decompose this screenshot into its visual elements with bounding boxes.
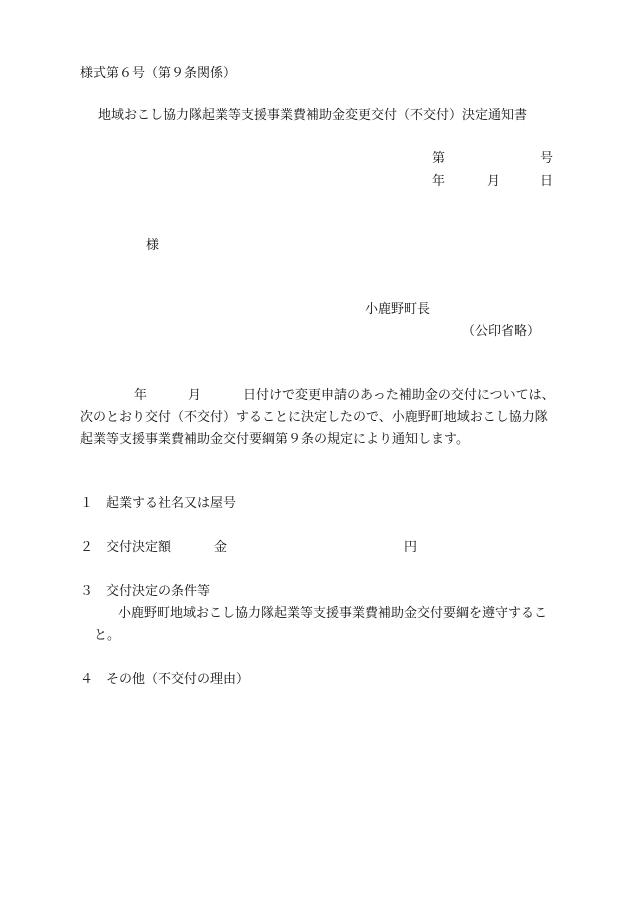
doc-number-prefix: 第 <box>432 151 446 166</box>
body-date-month: 月 <box>188 388 202 403</box>
doc-date-year: 年 <box>432 174 446 189</box>
form-label: 様式第６号（第９条関係） <box>80 66 237 81</box>
item-1-label: 起業する社名又は屋号 <box>106 496 237 511</box>
body-line2: 次のとおり交付（不交付）することに決定したので、小鹿野町地域おこし協力隊 <box>80 410 548 425</box>
item-3-number: ３ <box>80 584 94 599</box>
doc-number-suffix: 号 <box>540 151 554 166</box>
body-line1-rest: 日付けで変更申請のあった補助金の交付については、 <box>243 388 555 403</box>
item-4-number: ４ <box>80 672 94 687</box>
item-1-number: １ <box>80 496 94 511</box>
item-3-detail-line1: 小鹿野町地域おこし協力隊起業等支援事業費補助金交付要綱を遵守するこ <box>118 606 548 621</box>
item-2-label: 交付決定額 <box>106 540 172 555</box>
issuer-name: 小鹿野町長 <box>365 302 431 317</box>
doc-date-day: 日 <box>540 174 554 189</box>
body-date-year: 年 <box>134 388 148 403</box>
item-3-detail-line2: と。 <box>94 628 121 643</box>
item-3-label: 交付決定の条件等 <box>106 584 211 599</box>
document-title: 地域おこし協力隊起業等支援事業費補助金変更交付（不交付）決定通知書 <box>98 108 528 123</box>
seal-note: （公印省略） <box>462 324 541 339</box>
item-2-number: ２ <box>80 540 94 555</box>
item-2-amount-suffix: 円 <box>404 540 418 555</box>
doc-date-month: 月 <box>487 174 501 189</box>
body-line3: 起業等支援事業費補助金交付要綱第９条の規定により通知します。 <box>80 432 469 447</box>
addressee-suffix: 様 <box>146 238 160 253</box>
item-2-amount-prefix: 金 <box>214 540 228 555</box>
item-4-label: その他（不交付の理由） <box>106 672 250 687</box>
